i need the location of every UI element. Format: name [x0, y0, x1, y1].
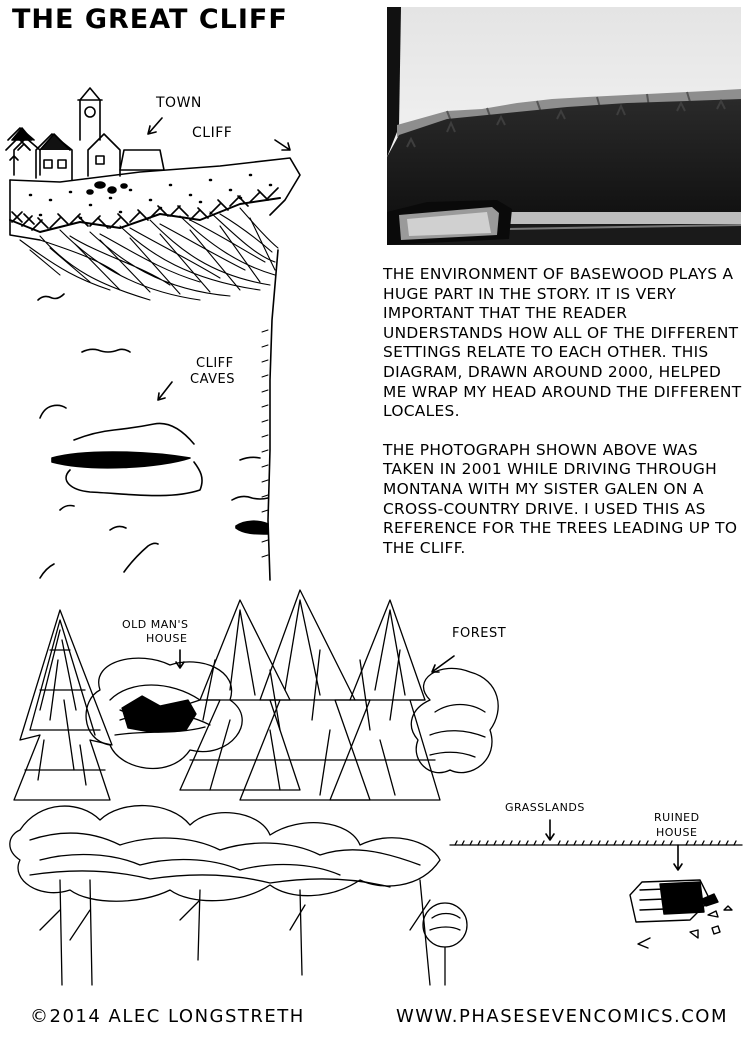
copyright-text: ©2014 ALEC LONGSTRETH: [30, 1006, 305, 1027]
label-cliff-caves-line1: CLIFF: [196, 356, 234, 371]
website-link[interactable]: WWW.PHASESEVENCOMICS.COM: [395, 1006, 728, 1027]
paragraph-photograph: THE PHOTOGRAPH SHOWN ABOVE WAS TAKEN IN 2001 WHILE DRIVING THROUGH MONTANA WITH MY SISTER GALEN ON A CROSS-COUNTRY DRIVE. I USED THIS AS REFERENCE FOR THE TREES LEADING UP TO THE CLIFF.: [383, 440, 738, 557]
label-cliff-caves-line2: CAVES: [190, 372, 235, 387]
label-ruined-house-line1: RUINED: [654, 811, 700, 824]
label-cliff: CLIFF: [192, 125, 233, 141]
footer: [0, 1004, 750, 1034]
cliff-plateau: [10, 158, 300, 240]
cliff-caves: [38, 294, 268, 578]
label-forest: FOREST: [452, 626, 507, 641]
paragraph-environment: THE ENVIRONMENT OF BASEWOOD PLAYS A HUGE PART IN THE STORY. IT IS VERY IMPORTANT THAT THE READER UNDERSTANDS HOW ALL OF THE DIFFERENT SETTINGS RELATE TO EACH OTHER. THIS DIAGRAM, DRAWN AROUND 2000, HELPED ME WRAP MY HEAD AROUND THE DIFFERENT LOCALES.: [383, 265, 742, 421]
label-town: TOWN: [156, 95, 202, 111]
label-ruined-house-line2: HOUSE: [656, 826, 698, 839]
cliff-edge-line: [268, 250, 278, 580]
label-arrows: [148, 118, 682, 870]
page-title: THE GREAT CLIFF: [12, 4, 288, 35]
forest-drawing: [10, 590, 498, 985]
ruined-house-drawing: [630, 880, 732, 948]
label-old-mans-house-line2: HOUSE: [146, 632, 188, 645]
label-grasslands: GRASSLANDS: [505, 801, 585, 814]
cliff-face-hatching: [20, 208, 278, 300]
grasslands-drawing: [450, 841, 742, 845]
label-old-mans-house-line1: OLD MAN'S: [122, 618, 189, 631]
